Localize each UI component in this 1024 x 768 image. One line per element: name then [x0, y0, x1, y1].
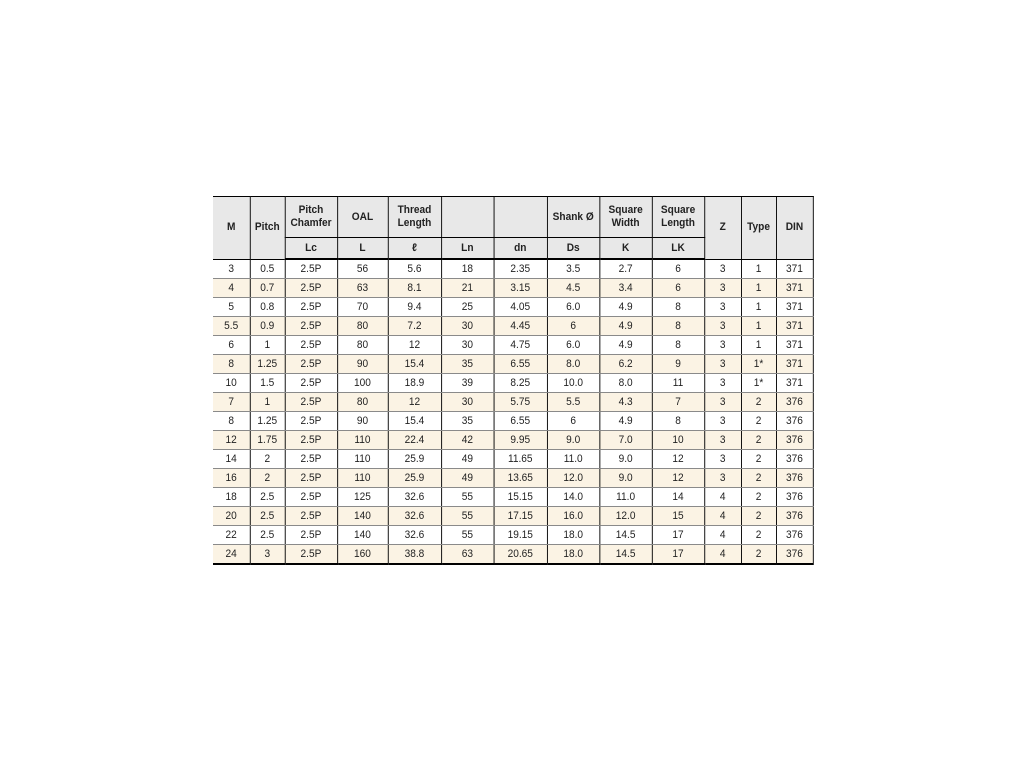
table-cell: 56	[337, 259, 388, 279]
table-cell: 20.65	[494, 545, 547, 565]
table-cell: 30	[441, 317, 493, 336]
table-cell: 2	[741, 431, 776, 450]
table-cell: 7	[652, 393, 704, 412]
table-cell: 11.0	[547, 450, 599, 469]
table-cell: 11.65	[494, 450, 547, 469]
table-cell: 125	[337, 488, 388, 507]
table-cell: 8	[652, 412, 704, 431]
table-cell: 25.9	[388, 450, 441, 469]
table-cell: 4.5	[547, 279, 599, 298]
table-cell: 2.5P	[285, 526, 337, 545]
table-cell: 2.5P	[285, 374, 337, 393]
table-cell: 2.5P	[285, 469, 337, 488]
table-cell: 160	[337, 545, 388, 565]
table-row	[213, 431, 813, 450]
table-cell: 110	[337, 469, 388, 488]
table-cell: 2	[250, 450, 285, 469]
table-cell: 32.6	[388, 507, 441, 526]
table-cell: 13.65	[494, 469, 547, 488]
table-cell: 376	[776, 545, 813, 565]
table-cell: 3	[704, 374, 741, 393]
table-cell: 3.15	[494, 279, 547, 298]
table-cell: 55	[441, 488, 493, 507]
table-cell: 1	[250, 336, 285, 355]
table-cell: 32.6	[388, 526, 441, 545]
table-cell: 24	[213, 545, 250, 565]
table-cell: 8	[652, 298, 704, 317]
table-cell: 3.4	[599, 279, 651, 298]
table-cell: 9.0	[599, 450, 651, 469]
table-cell: 14	[213, 450, 250, 469]
table-cell: 0.7	[250, 279, 285, 298]
table-cell: 3	[250, 545, 285, 565]
table-cell: 18	[441, 259, 493, 279]
table-cell: 371	[776, 279, 813, 298]
table-cell: 2.5	[250, 507, 285, 526]
table-cell: 10.0	[547, 374, 599, 393]
table-cell: 35	[441, 355, 493, 374]
table-cell: 0.8	[250, 298, 285, 317]
table-row	[213, 298, 813, 317]
header-pitch-chamfer: Pitch Chamfer	[285, 197, 337, 238]
header-type: Type	[741, 197, 776, 260]
table-cell: 4.9	[599, 412, 651, 431]
table-cell: 7.2	[388, 317, 441, 336]
table-row	[213, 526, 813, 545]
header-blank-ln	[441, 197, 493, 238]
table-cell: 376	[776, 450, 813, 469]
table-cell: 371	[776, 374, 813, 393]
header-oal: OAL	[337, 197, 388, 238]
table-cell: 2.5P	[285, 545, 337, 565]
table-cell: 15.15	[494, 488, 547, 507]
table-cell: 1*	[741, 355, 776, 374]
table-cell: 376	[776, 412, 813, 431]
tap-dimensions-table	[213, 196, 813, 565]
table-cell: 3	[704, 336, 741, 355]
table-cell: 376	[776, 488, 813, 507]
table-cell: 2.7	[599, 259, 651, 279]
table-cell: 4.9	[599, 317, 651, 336]
table-cell: 3	[704, 317, 741, 336]
table-cell: 11	[652, 374, 704, 393]
table-cell: 376	[776, 393, 813, 412]
table-row	[213, 374, 813, 393]
table-cell: 4	[704, 507, 741, 526]
table-cell: 38.8	[388, 545, 441, 565]
table-cell: 8	[213, 355, 250, 374]
table-cell: 80	[337, 336, 388, 355]
table-cell: 49	[441, 450, 493, 469]
table-cell: 371	[776, 317, 813, 336]
table-cell: 1	[741, 336, 776, 355]
table-cell: 17	[652, 526, 704, 545]
table-cell: 2.5P	[285, 259, 337, 279]
table-cell: 371	[776, 259, 813, 279]
table-cell: 6.55	[494, 412, 547, 431]
subheader-ds: Ds	[547, 238, 599, 260]
header-shank: Shank Ø	[547, 197, 599, 238]
table-cell: 8	[652, 317, 704, 336]
table-cell: 14.0	[547, 488, 599, 507]
table-cell: 1	[250, 393, 285, 412]
table-cell: 3.5	[547, 259, 599, 279]
subheader-l: L	[337, 238, 388, 260]
table-cell: 4.05	[494, 298, 547, 317]
table-cell: 371	[776, 355, 813, 374]
table-cell: 9.4	[388, 298, 441, 317]
table-cell: 14.5	[599, 526, 651, 545]
table-cell: 4	[704, 488, 741, 507]
table-cell: 6.55	[494, 355, 547, 374]
header-blank-dn	[494, 197, 547, 238]
table-cell: 5.75	[494, 393, 547, 412]
table-cell: 8.1	[388, 279, 441, 298]
table-cell: 18	[213, 488, 250, 507]
table-cell: 1	[741, 259, 776, 279]
header-din: DIN	[776, 197, 813, 260]
table-cell: 3	[704, 412, 741, 431]
table-cell: 7	[213, 393, 250, 412]
table-cell: 11.0	[599, 488, 651, 507]
table-cell: 2.5	[250, 526, 285, 545]
table-cell: 16	[213, 469, 250, 488]
table-cell: 2	[250, 469, 285, 488]
table-cell: 3	[704, 355, 741, 374]
table-cell: 21	[441, 279, 493, 298]
table-cell: 3	[704, 431, 741, 450]
table-cell: 5.6	[388, 259, 441, 279]
header-thread-length: Thread Length	[388, 197, 441, 238]
table-cell: 49	[441, 469, 493, 488]
table-cell: 4.45	[494, 317, 547, 336]
table-cell: 2	[741, 545, 776, 565]
table-cell: 7.0	[599, 431, 651, 450]
table-cell: 4.3	[599, 393, 651, 412]
table-cell: 376	[776, 526, 813, 545]
table-cell: 2	[741, 412, 776, 431]
table-cell: 8	[652, 336, 704, 355]
table-cell: 25	[441, 298, 493, 317]
table-cell: 3	[704, 450, 741, 469]
table-cell: 1	[741, 279, 776, 298]
table-cell: 1.5	[250, 374, 285, 393]
table-cell: 2.35	[494, 259, 547, 279]
table-cell: 0.5	[250, 259, 285, 279]
table-cell: 22	[213, 526, 250, 545]
table-cell: 17.15	[494, 507, 547, 526]
table-cell: 4	[704, 526, 741, 545]
table-cell: 2.5P	[285, 507, 337, 526]
table-cell: 12	[388, 393, 441, 412]
table-cell: 2	[741, 488, 776, 507]
table-cell: 110	[337, 450, 388, 469]
table-cell: 3	[704, 393, 741, 412]
table-cell: 6.2	[599, 355, 651, 374]
table-cell: 5.5	[213, 317, 250, 336]
table-cell: 1.25	[250, 355, 285, 374]
subheader-dn: dn	[494, 238, 547, 260]
table-cell: 14.5	[599, 545, 651, 565]
table-row	[213, 545, 813, 565]
table-cell: 2.5P	[285, 317, 337, 336]
table-cell: 376	[776, 469, 813, 488]
table-cell: 25.9	[388, 469, 441, 488]
table-cell: 6	[213, 336, 250, 355]
table-cell: 15.4	[388, 412, 441, 431]
table-cell: 2.5P	[285, 393, 337, 412]
table-cell: 376	[776, 431, 813, 450]
table-cell: 70	[337, 298, 388, 317]
table-cell: 8.25	[494, 374, 547, 393]
table-cell: 14	[652, 488, 704, 507]
table-cell: 6.0	[547, 298, 599, 317]
table-cell: 6	[547, 412, 599, 431]
table-cell: 15	[652, 507, 704, 526]
table-cell: 10	[652, 431, 704, 450]
table-cell: 4.9	[599, 298, 651, 317]
table-cell: 2.5P	[285, 450, 337, 469]
table-cell: 12	[213, 431, 250, 450]
table-cell: 19.15	[494, 526, 547, 545]
table-cell: 1	[741, 298, 776, 317]
table-cell: 8.0	[547, 355, 599, 374]
table-cell: 9.0	[599, 469, 651, 488]
table-cell: 18.0	[547, 526, 599, 545]
table-row	[213, 317, 813, 336]
header-pitch: Pitch	[250, 197, 285, 260]
table-cell: 2.5P	[285, 279, 337, 298]
table-cell: 371	[776, 298, 813, 317]
table-row	[213, 355, 813, 374]
table-cell: 55	[441, 507, 493, 526]
table-cell: 4.9	[599, 336, 651, 355]
table-cell: 3	[704, 469, 741, 488]
table-cell: 80	[337, 317, 388, 336]
table-cell: 9	[652, 355, 704, 374]
table-cell: 140	[337, 507, 388, 526]
table-cell: 12	[388, 336, 441, 355]
table-cell: 2.5P	[285, 298, 337, 317]
table-cell: 30	[441, 393, 493, 412]
subheader-k: K	[599, 238, 651, 260]
table-cell: 1.25	[250, 412, 285, 431]
table-cell: 3	[704, 298, 741, 317]
table-cell: 12	[652, 450, 704, 469]
table-cell: 90	[337, 412, 388, 431]
table-cell: 2.5	[250, 488, 285, 507]
table-cell: 63	[337, 279, 388, 298]
table-cell: 0.9	[250, 317, 285, 336]
table-cell: 376	[776, 507, 813, 526]
table-cell: 15.4	[388, 355, 441, 374]
table-row	[213, 469, 813, 488]
table-cell: 8.0	[599, 374, 651, 393]
table-cell: 9.0	[547, 431, 599, 450]
subheader-lc: Lc	[285, 238, 337, 260]
table-cell: 8	[213, 412, 250, 431]
table-cell: 2	[741, 393, 776, 412]
table-cell: 22.4	[388, 431, 441, 450]
table-cell: 2.5P	[285, 431, 337, 450]
table-cell: 2.5P	[285, 355, 337, 374]
table-cell: 30	[441, 336, 493, 355]
table-cell: 80	[337, 393, 388, 412]
table-cell: 4	[213, 279, 250, 298]
table-cell: 2	[741, 469, 776, 488]
table-cell: 55	[441, 526, 493, 545]
table-cell: 110	[337, 431, 388, 450]
table-cell: 6.0	[547, 336, 599, 355]
table-cell: 3	[213, 259, 250, 279]
table-cell: 17	[652, 545, 704, 565]
table-cell: 3	[704, 259, 741, 279]
table-cell: 1	[741, 317, 776, 336]
table-cell: 6	[652, 279, 704, 298]
table-cell: 42	[441, 431, 493, 450]
table-cell: 16.0	[547, 507, 599, 526]
header-square-length: Square Length	[652, 197, 704, 238]
table-cell: 6	[652, 259, 704, 279]
table-cell: 90	[337, 355, 388, 374]
table-cell: 5	[213, 298, 250, 317]
table-cell: 371	[776, 336, 813, 355]
table-cell: 4.75	[494, 336, 547, 355]
table-cell: 12	[652, 469, 704, 488]
table-cell: 20	[213, 507, 250, 526]
table-cell: 2	[741, 507, 776, 526]
table-body	[213, 259, 813, 564]
table-cell: 12.0	[547, 469, 599, 488]
table-cell: 3	[704, 279, 741, 298]
subheader-ln: Ln	[441, 238, 493, 260]
table-cell: 32.6	[388, 488, 441, 507]
table-cell: 100	[337, 374, 388, 393]
header-square-width: Square Width	[599, 197, 651, 238]
table-row	[213, 507, 813, 526]
table-cell: 18.0	[547, 545, 599, 565]
table-cell: 1*	[741, 374, 776, 393]
subheader-lk: LK	[652, 238, 704, 260]
table-cell: 1.75	[250, 431, 285, 450]
table-cell: 4	[704, 545, 741, 565]
table-cell: 6	[547, 317, 599, 336]
table-row	[213, 412, 813, 431]
table-row	[213, 279, 813, 298]
table-cell: 140	[337, 526, 388, 545]
table-row	[213, 393, 813, 412]
table-row	[213, 259, 813, 279]
table-cell: 63	[441, 545, 493, 565]
table-cell: 10	[213, 374, 250, 393]
table-cell: 2	[741, 526, 776, 545]
table-cell: 2.5P	[285, 412, 337, 431]
table-cell: 2.5P	[285, 488, 337, 507]
table-row	[213, 450, 813, 469]
table-cell: 9.95	[494, 431, 547, 450]
subheader-ell: ℓ	[388, 238, 441, 260]
table-cell: 18.9	[388, 374, 441, 393]
header-m: M	[213, 197, 250, 260]
table-row	[213, 488, 813, 507]
table-cell: 39	[441, 374, 493, 393]
table-cell: 5.5	[547, 393, 599, 412]
table-row	[213, 336, 813, 355]
table-cell: 12.0	[599, 507, 651, 526]
header-z: Z	[704, 197, 741, 260]
table-cell: 35	[441, 412, 493, 431]
table-cell: 2	[741, 450, 776, 469]
table-cell: 2.5P	[285, 336, 337, 355]
